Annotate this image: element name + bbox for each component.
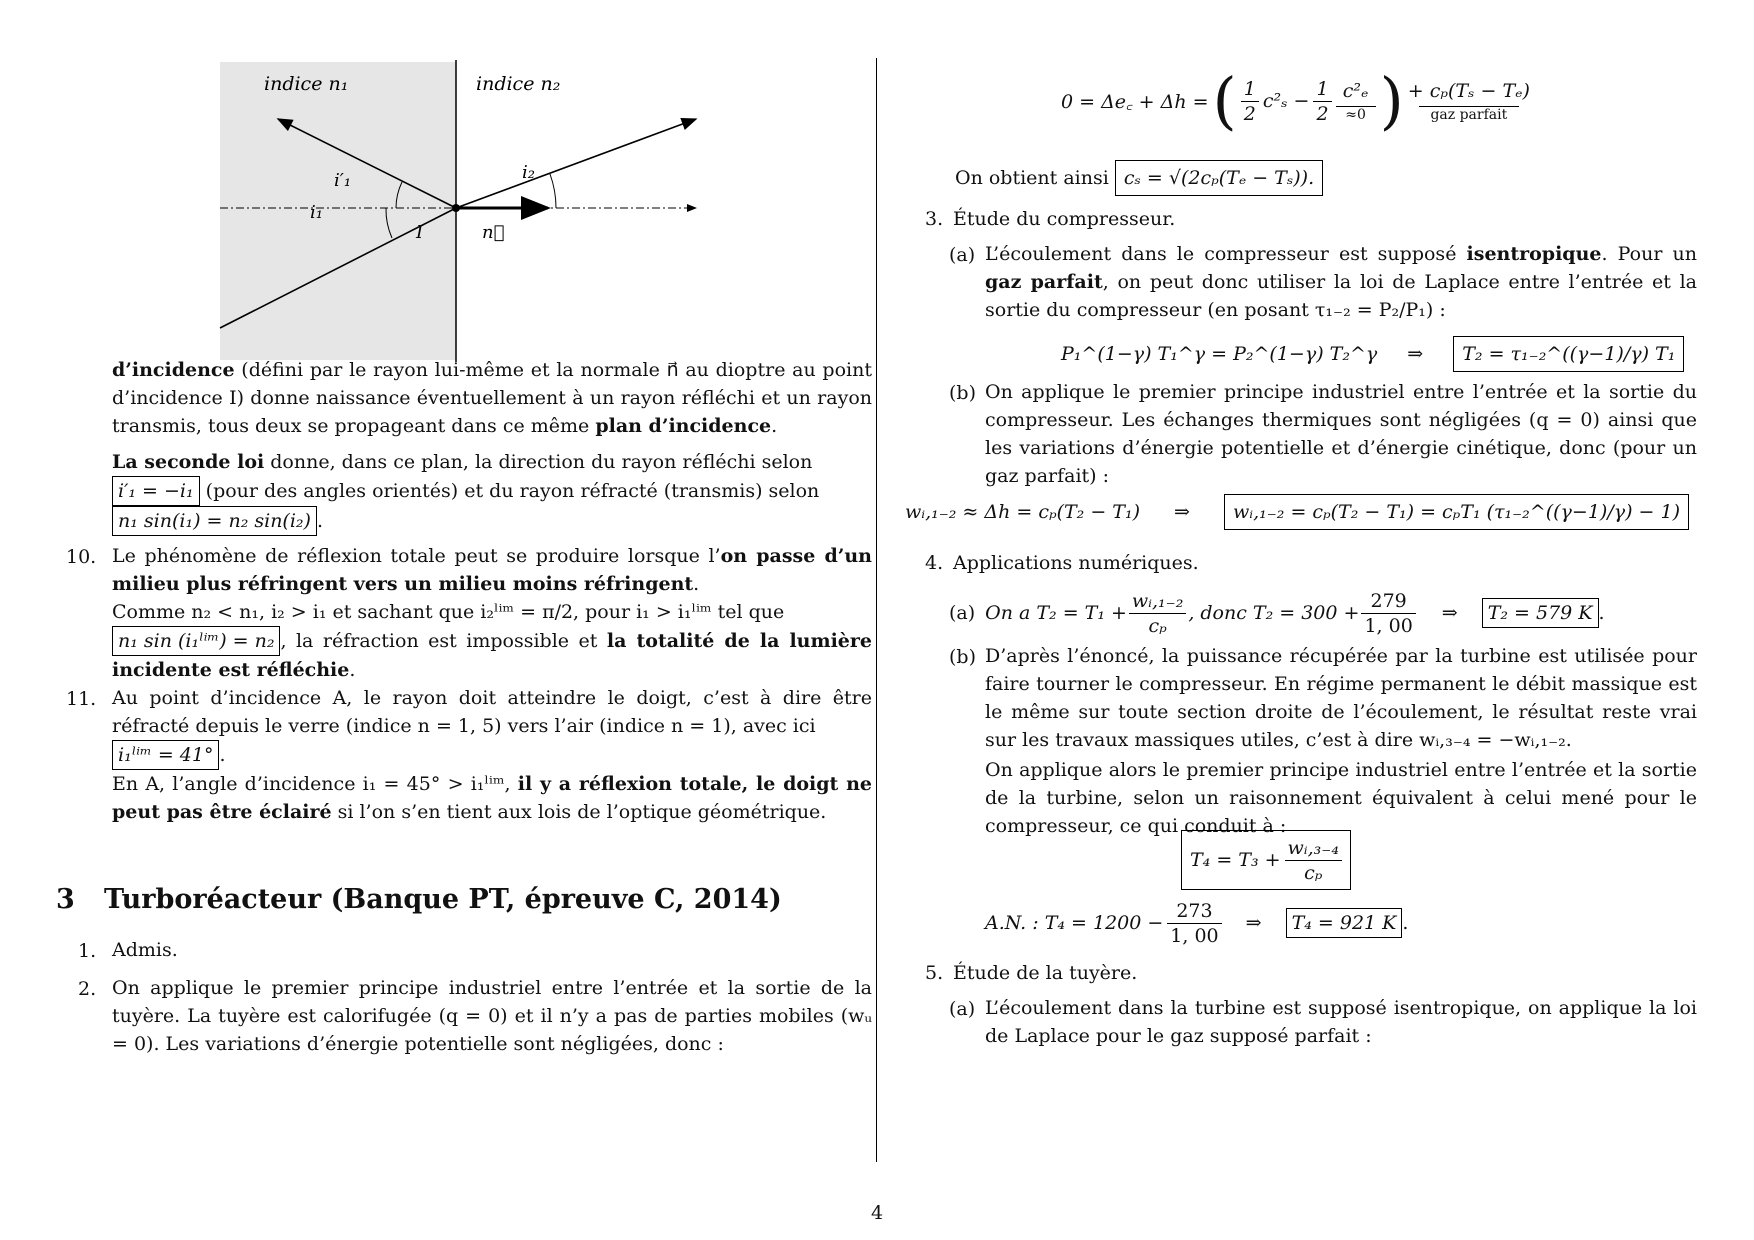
label-i2: i₂ xyxy=(522,162,535,183)
item-4b-label: (b) xyxy=(949,646,976,668)
item-10-number: 10. xyxy=(66,546,97,568)
label-i1: i₁ xyxy=(310,202,323,223)
page-number: 4 xyxy=(870,1202,884,1224)
reflection-law-box: i′₁ = −i₁ xyxy=(112,476,200,506)
item-4b-text: D’après l’énoncé, la puissance récupérée par la turbine est utilisée pour faire tourner le compresseur. En régime permanent le débit massique est le même sur toute section droite de l’écoulement, le résultat reste vrai sur les travaux massiques utiles, c’est à dire wᵢ,₃₋₄ = −wᵢ,₁₋₂. xyxy=(985,645,1697,751)
paragraph-second-law: La seconde loi donne, dans ce plan, la direction du rayon réfléchi selon i′₁ = −i₁ (pour des angles orientés) et du rayon réfracté (transmis) selon n₁ sin(i₁) = n₂ sin(i₂) . xyxy=(112,448,872,536)
item-11: Au point d’incidence A, le rayon doit atteindre le doigt, c’est à dire être réfracté depuis le verre (indice n = 1, 5) vers l’air (indice n = 1), avec ici i₁ˡⁱᵐ = 41° . En A, l’angle d’incidence i₁ = 45° > i₁ˡⁱᵐ, il y a réflexion totale, le doigt ne peut pas être éclairé si l’on s’en tient aux lois de l’optique géométrique. xyxy=(112,687,872,823)
label-i1prime: i′₁ xyxy=(334,170,352,191)
item-5a-text: L’écoulement dans la turbine est supposé isentropique, on applique la loi de Laplace pour le gaz supposé parfait : xyxy=(985,997,1697,1047)
section-number: 3 xyxy=(56,884,75,915)
label-n-vector: n⃗ xyxy=(482,222,505,243)
item-11-number: 11. xyxy=(66,688,97,710)
limit-angle-value-box: i₁ˡⁱᵐ = 41° xyxy=(112,740,219,770)
t2-value-box: T₂ = 579 K xyxy=(1482,598,1599,628)
work-result-box: wᵢ,₁₋₂ = cₚ(T₂ − T₁) = cₚT₁ (τ₁₋₂^((γ−1)/γ) − 1) xyxy=(1224,494,1689,530)
an-t4-line: A.N. : T₄ = 1200 − $\frac{273}{1, 00}$ ⇒ T₄ = 921 K . xyxy=(985,899,1409,947)
right-column xyxy=(905,56,1705,1166)
item-5-number: 5. xyxy=(925,962,944,984)
snell-law-box: n₁ sin(i₁) = n₂ sin(i₂) xyxy=(112,506,317,536)
s2-number: 2. xyxy=(78,978,97,1000)
s1-text: Admis. xyxy=(112,939,178,961)
t2-formula-box: T₂ = τ₁₋₂^((γ−1)/γ) T₁ xyxy=(1453,336,1684,372)
item-3-number: 3. xyxy=(925,208,944,230)
column-divider xyxy=(876,58,877,1162)
limit-angle-box: n₁ sin (i₁ˡⁱᵐ) = n₂ xyxy=(112,626,280,656)
item-3b-label: (b) xyxy=(949,382,976,404)
item-4-text: Applications numériques. xyxy=(953,552,1199,574)
s1-number: 1. xyxy=(78,940,97,962)
t4-equation-box: T₄ = T₃ + $\frac{\text{wᵢ,₃₋₄}}{\text{cₚ}}$ xyxy=(1181,830,1351,890)
label-n1: indice n₁ xyxy=(264,73,349,95)
t4-value-box: T₄ = 921 K xyxy=(1286,908,1403,938)
item-4a: (a) On a T₂ = T₁ + $\frac{\text{wᵢ,₁₋₂}}{\text{cₚ}}$ , donc T₂ = 300 + $\frac{279}{1, 00}$ ⇒ T₂ = 579 K . xyxy=(949,589,1605,637)
item-3a-text: L’écoulement dans le compresseur est supposé isentropique. Pour un gaz parfait, on peut donc utiliser la loi de Laplace entre l’entrée et la sortie du compresseur (en posant τ₁₋₂ = P₂/P₁) : xyxy=(985,243,1697,321)
left-column xyxy=(56,56,872,1166)
item-10: Le phénomène de réflexion totale peut se produire lorsque l’on passe d’un milieu plus réfringent vers un milieu moins réfringent. Comme n₂ < n₁, i₂ > i₁ et sachant que i₂ˡⁱᵐ = π/2, pour i₁ > i₁ˡⁱᵐ tel que n₁ sin (i₁ˡⁱᵐ) = n₂ , la réfraction est impossible et la totalité de la lumière incidente est réfléchie. xyxy=(112,545,872,681)
work-equation: wᵢ,₁₋₂ ≈ Δh = cₚ(T₂ − T₁) ⇒ wᵢ,₁₋₂ = cₚ(T₂ − T₁) = cₚT₁ (τ₁₋₂^((γ−1)/γ) − 1) xyxy=(905,492,1689,532)
section-title: Turboréacteur (Banque PT, épreuve C, 2014) xyxy=(104,884,782,915)
item-4-number: 4. xyxy=(925,552,944,574)
energy-equation: 0 = Δe꜀ + Δh = ( $\frac{1}{2}$ c²ₛ − $\frac{1}{2}$ c²ₑ ≈0 ) + cₚ(Tₛ − Tₑ) gaz parfait xyxy=(1061,64,1530,137)
s2-text: On applique le premier principe industriel entre l’entrée et la sortie de la tuyère. La tuyère est calorifugée (q = 0) et il n’y a pas de parties mobiles (wᵤ = 0). Les variations d’énergie potentielle sont négligées, donc : xyxy=(112,977,872,1055)
label-n2: indice n₂ xyxy=(476,73,561,95)
item-5-text: Étude de la tuyère. xyxy=(953,962,1138,984)
cs-result-box: cₛ = √(2cₚ(Tₑ − Tₛ)). xyxy=(1115,160,1323,196)
item-3-text: Étude du compresseur. xyxy=(953,208,1176,230)
paragraph-incidence: d’incidence (défini par le rayon lui-même et la normale n⃗ au dioptre au point d’incidence I) donne naissance éventuellement à un rayon réfléchi et un rayon transmis, tous deux se propageant dans ce même plan d’incidence. xyxy=(112,359,872,437)
obtain-line: On obtient ainsi cₛ = √(2cₚ(Tₑ − Tₛ)). xyxy=(955,160,1323,196)
item-3a-label: (a) xyxy=(949,244,976,266)
label-I: I xyxy=(416,222,424,243)
item-4b-text2: On applique alors le premier principe industriel entre l’entrée et la sortie de la turbine, selon un raisonnement équivalent à celui mené pour le compresseur, ce qui conduit à : xyxy=(985,759,1697,837)
item-3b-text: On applique le premier principe industriel entre l’entrée et la sortie du compresseur. Les échanges thermiques sont négligées (q = 0) ainsi que les variations d’énergie potentielle et d’énergie cinétique, donc (pour un gaz parfait) : xyxy=(985,381,1697,487)
item-5a-label: (a) xyxy=(949,998,976,1020)
laplace-equation: P₁^(1−γ) T₁^γ = P₂^(1−γ) T₂^γ ⇒ T₂ = τ₁₋₂^((γ−1)/γ) T₁ xyxy=(1061,336,1684,372)
